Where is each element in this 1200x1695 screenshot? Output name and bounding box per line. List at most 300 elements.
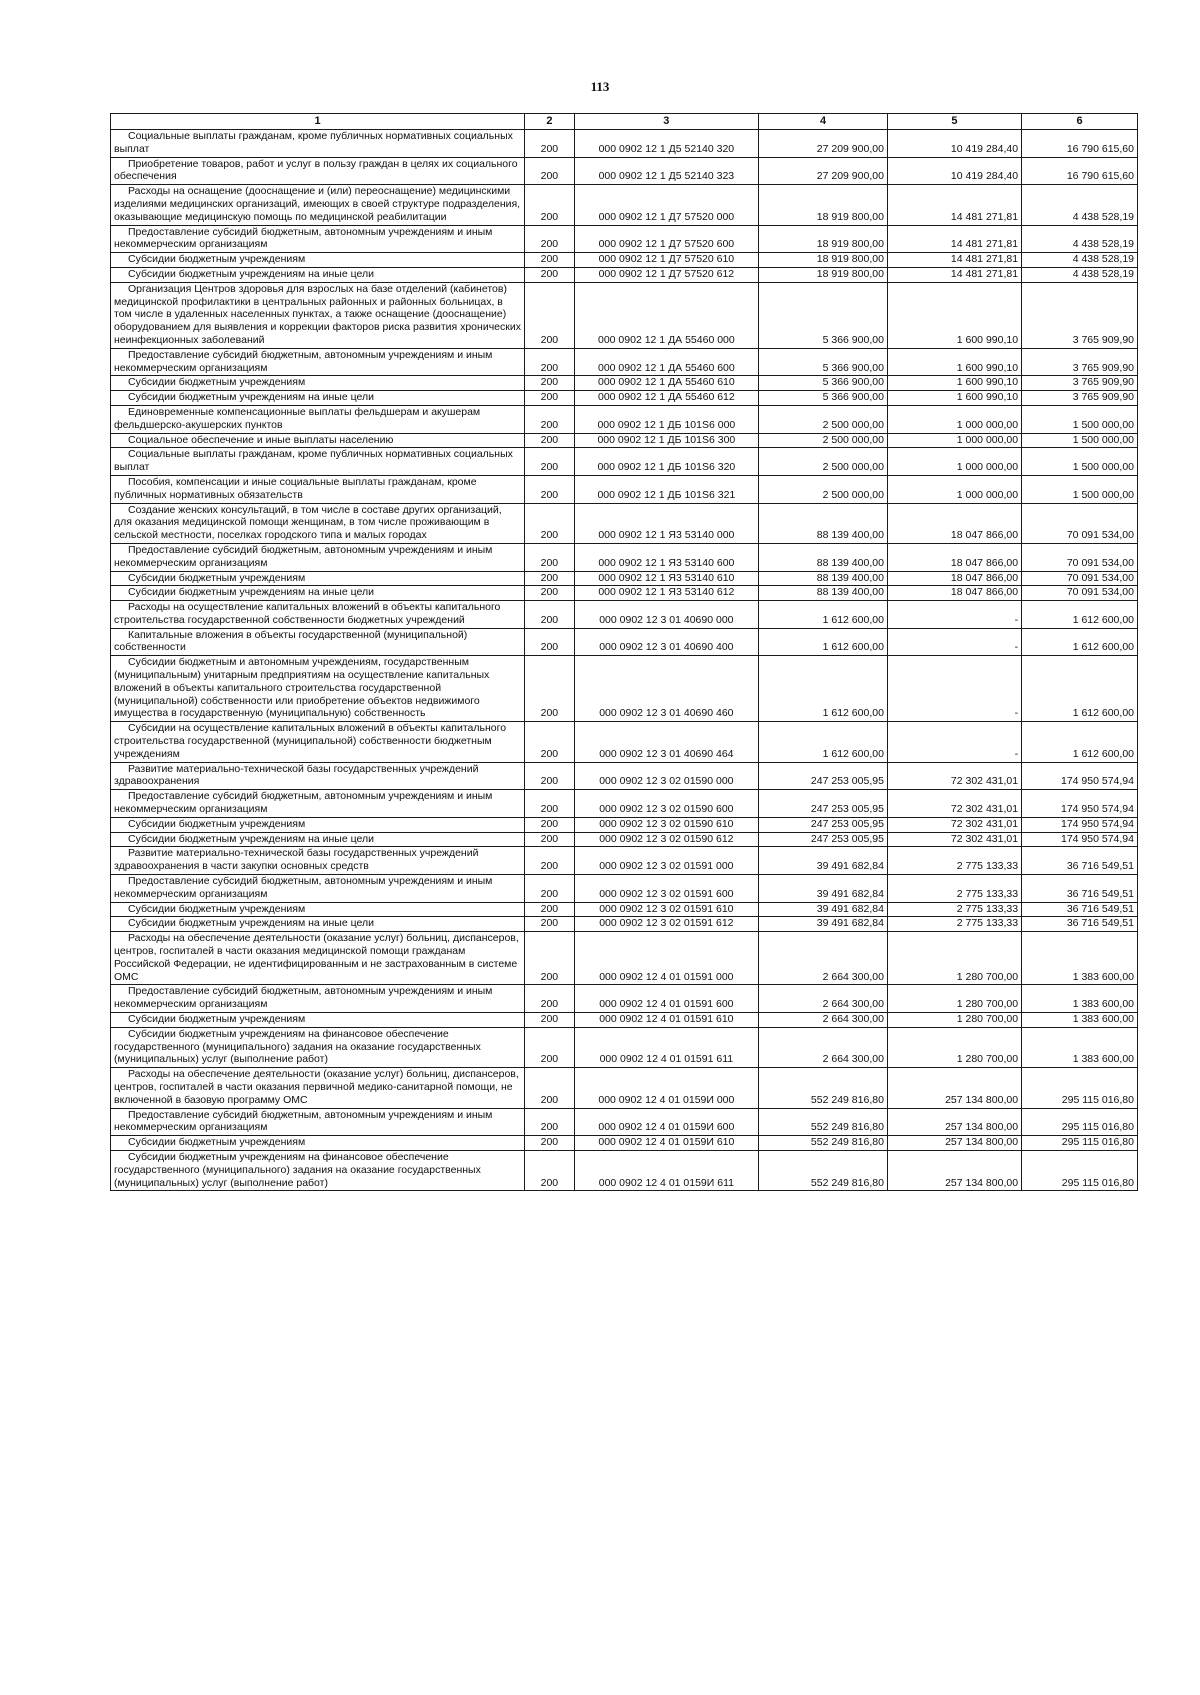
row-value-col5: 18 047 866,00 <box>887 543 1021 571</box>
row-code: 200 <box>525 902 574 917</box>
table-row <box>111 267 1138 282</box>
row-code: 200 <box>525 253 574 268</box>
row-value-col6: 16 790 615,60 <box>1022 130 1138 158</box>
row-value-col6: 70 091 534,00 <box>1022 571 1138 586</box>
row-name <box>111 130 525 158</box>
table-row <box>111 832 1138 847</box>
row-value-col5: 257 134 800,00 <box>887 1108 1021 1136</box>
row-kbk: 000 0902 12 3 01 40690 464 <box>574 722 759 762</box>
row-kbk: 000 0902 12 4 01 0159И 000 <box>574 1068 759 1108</box>
row-name <box>111 917 525 932</box>
row-code: 200 <box>525 130 574 158</box>
row-value-col4: 39 491 682,84 <box>759 917 888 932</box>
row-value-col5: - <box>887 722 1021 762</box>
row-name <box>111 1150 525 1190</box>
row-value-col4: 88 139 400,00 <box>759 571 888 586</box>
row-name <box>111 875 525 903</box>
row-kbk: 000 0902 12 1 ДА 55460 612 <box>574 391 759 406</box>
row-kbk: 000 0902 12 1 ДА 55460 600 <box>574 348 759 376</box>
row-value-col5: 14 481 271,81 <box>887 225 1021 253</box>
table-row <box>111 932 1138 985</box>
row-value-col5: 1 280 700,00 <box>887 932 1021 985</box>
row-code: 200 <box>525 847 574 875</box>
table-row <box>111 185 1138 225</box>
row-value-col5: 72 302 431,01 <box>887 790 1021 818</box>
row-value-col5: 1 600 990,10 <box>887 391 1021 406</box>
row-value-col6: 174 950 574,94 <box>1022 790 1138 818</box>
row-code: 200 <box>525 348 574 376</box>
row-name <box>111 571 525 586</box>
table-row <box>111 157 1138 185</box>
table-row <box>111 902 1138 917</box>
row-name-text: Приобретение товаров, работ и услуг в пользу граждан в целях их социального обеспечения <box>114 157 518 183</box>
row-value-col4: 2 664 300,00 <box>759 1027 888 1067</box>
row-value-col5: 72 302 431,01 <box>887 762 1021 790</box>
row-value-col6: 70 091 534,00 <box>1022 543 1138 571</box>
row-name <box>111 1068 525 1108</box>
row-value-col5: - <box>887 656 1021 722</box>
row-value-col6: 1 500 000,00 <box>1022 405 1138 433</box>
row-name-text: Предоставление субсидий бюджетным, автономным учреждениям и иным некоммерческим организациям <box>114 225 493 251</box>
row-kbk: 000 0902 12 4 01 01591 611 <box>574 1027 759 1067</box>
table-row <box>111 722 1138 762</box>
row-code: 200 <box>525 225 574 253</box>
row-value-col6: 1 612 600,00 <box>1022 601 1138 629</box>
table-row <box>111 817 1138 832</box>
row-name-text: Капитальные вложения в объекты государственной (муниципальной) собственности <box>114 628 468 654</box>
row-value-col4: 552 249 816,80 <box>759 1068 888 1108</box>
row-code: 200 <box>525 722 574 762</box>
table-row <box>111 762 1138 790</box>
row-value-col6: 3 765 909,90 <box>1022 348 1138 376</box>
row-value-col5: 18 047 866,00 <box>887 571 1021 586</box>
row-kbk: 000 0902 12 1 ДА 55460 000 <box>574 282 759 348</box>
row-kbk: 000 0902 12 1 Я3 53140 610 <box>574 571 759 586</box>
column-header-4: 4 <box>759 114 888 130</box>
table-row <box>111 376 1138 391</box>
table-row <box>111 348 1138 376</box>
row-value-col4: 5 366 900,00 <box>759 282 888 348</box>
row-value-col5: 2 775 133,33 <box>887 847 1021 875</box>
row-value-col5: 1 600 990,10 <box>887 376 1021 391</box>
row-name <box>111 628 525 656</box>
row-name <box>111 185 525 225</box>
row-code: 200 <box>525 376 574 391</box>
row-value-col4: 2 664 300,00 <box>759 1013 888 1028</box>
row-value-col5: 1 600 990,10 <box>887 348 1021 376</box>
table-row <box>111 917 1138 932</box>
row-code: 200 <box>525 405 574 433</box>
row-kbk: 000 0902 12 3 02 01590 000 <box>574 762 759 790</box>
row-value-col5: 1 000 000,00 <box>887 475 1021 503</box>
row-name-text: Развитие материально-технической базы государственных учреждений здравоохранения <box>114 762 479 788</box>
row-value-col6: 174 950 574,94 <box>1022 817 1138 832</box>
row-value-col4: 2 500 000,00 <box>759 405 888 433</box>
row-value-col5: 1 280 700,00 <box>887 1027 1021 1067</box>
row-kbk: 000 0902 12 1 ДБ 101S6 321 <box>574 475 759 503</box>
row-name <box>111 817 525 832</box>
row-name-text: Субсидии бюджетным учреждениям на иные цели <box>128 917 374 930</box>
row-value-col5: 10 419 284,40 <box>887 157 1021 185</box>
column-number-row <box>111 114 1138 130</box>
row-value-col5: 72 302 431,01 <box>887 832 1021 847</box>
column-header-6: 6 <box>1022 114 1138 130</box>
row-value-col4: 39 491 682,84 <box>759 875 888 903</box>
row-name <box>111 543 525 571</box>
row-name-text: Субсидии бюджетным учреждениям на иные цели <box>128 586 374 599</box>
row-value-col4: 18 919 800,00 <box>759 253 888 268</box>
row-kbk: 000 0902 12 4 01 0159И 600 <box>574 1108 759 1136</box>
row-value-col5: 257 134 800,00 <box>887 1150 1021 1190</box>
row-value-col4: 2 664 300,00 <box>759 932 888 985</box>
row-name-text: Субсидии бюджетным учреждениям <box>128 817 306 830</box>
row-kbk: 000 0902 12 3 02 01591 612 <box>574 917 759 932</box>
row-code: 200 <box>525 475 574 503</box>
row-value-col6: 4 438 528,19 <box>1022 225 1138 253</box>
row-name-text: Предоставление субсидий бюджетным, автономным учреждениям и иным некоммерческим организациям <box>114 790 493 816</box>
row-name <box>111 267 525 282</box>
row-value-col6: 3 765 909,90 <box>1022 282 1138 348</box>
row-kbk: 000 0902 12 4 01 0159И 611 <box>574 1150 759 1190</box>
row-kbk: 000 0902 12 1 Д7 57520 600 <box>574 225 759 253</box>
row-kbk: 000 0902 12 1 Я3 53140 612 <box>574 586 759 601</box>
row-name <box>111 405 525 433</box>
row-kbk: 000 0902 12 3 01 40690 000 <box>574 601 759 629</box>
row-code: 200 <box>525 932 574 985</box>
row-code: 200 <box>525 1136 574 1151</box>
row-kbk: 000 0902 12 1 Д7 57520 000 <box>574 185 759 225</box>
table-row <box>111 628 1138 656</box>
row-value-col6: 3 765 909,90 <box>1022 391 1138 406</box>
row-value-col6: 36 716 549,51 <box>1022 875 1138 903</box>
row-value-col4: 247 253 005,95 <box>759 817 888 832</box>
row-value-col6: 174 950 574,94 <box>1022 832 1138 847</box>
row-name-text: Субсидии бюджетным учреждениям <box>128 1013 306 1025</box>
row-name <box>111 1108 525 1136</box>
row-kbk: 000 0902 12 4 01 01591 600 <box>574 985 759 1013</box>
row-value-col6: 1 383 600,00 <box>1022 932 1138 985</box>
row-code: 200 <box>525 601 574 629</box>
row-name-text: Расходы на осуществление капитальных вложений в объекты капитального строительства государственной собственности бюджетных учреждений <box>114 601 501 626</box>
row-kbk: 000 0902 12 1 Я3 53140 600 <box>574 543 759 571</box>
table-row <box>111 586 1138 601</box>
row-value-col6: 295 115 016,80 <box>1022 1136 1138 1151</box>
row-name-text: Пособия, компенсации и иные социальные выплаты гражданам, кроме публичных нормативных обязательств <box>114 475 477 501</box>
table-body <box>111 114 1138 1191</box>
row-name-text: Предоставление субсидий бюджетным, автономным учреждениям и иным некоммерческим организациям <box>114 543 493 569</box>
row-name <box>111 1136 525 1151</box>
row-value-col4: 1 612 600,00 <box>759 628 888 656</box>
row-value-col6: 174 950 574,94 <box>1022 762 1138 790</box>
row-value-col5: 72 302 431,01 <box>887 817 1021 832</box>
row-value-col6: 36 716 549,51 <box>1022 847 1138 875</box>
table-row <box>111 1013 1138 1028</box>
table-row <box>111 985 1138 1013</box>
table-row <box>111 253 1138 268</box>
row-value-col5: 1 280 700,00 <box>887 985 1021 1013</box>
row-value-col4: 2 500 000,00 <box>759 433 888 448</box>
row-name-text: Субсидии на осуществление капитальных вложений в объекты капитального строительства государственной (муниципальной) собственности бюджетным учреждениям <box>114 722 507 760</box>
row-name <box>111 391 525 406</box>
row-code: 200 <box>525 267 574 282</box>
row-kbk: 000 0902 12 4 01 01591 000 <box>574 932 759 985</box>
row-code: 200 <box>525 1027 574 1067</box>
row-kbk: 000 0902 12 3 01 40690 460 <box>574 656 759 722</box>
row-value-col4: 1 612 600,00 <box>759 601 888 629</box>
row-value-col6: 295 115 016,80 <box>1022 1150 1138 1190</box>
row-value-col5: 14 481 271,81 <box>887 185 1021 225</box>
budget-table <box>110 113 1138 1191</box>
row-name <box>111 475 525 503</box>
row-name <box>111 902 525 917</box>
row-value-col4: 27 209 900,00 <box>759 157 888 185</box>
row-value-col6: 1 612 600,00 <box>1022 656 1138 722</box>
row-value-col5: 10 419 284,40 <box>887 130 1021 158</box>
row-kbk: 000 0902 12 1 Д5 52140 323 <box>574 157 759 185</box>
row-kbk: 000 0902 12 4 01 0159И 610 <box>574 1136 759 1151</box>
row-name-text: Субсидии бюджетным учреждениям <box>128 376 306 389</box>
row-value-col6: 1 612 600,00 <box>1022 722 1138 762</box>
row-name-text: Предоставление субсидий бюджетным, автономным учреждениям и иным некоммерческим организациям <box>114 348 493 374</box>
row-code: 200 <box>525 571 574 586</box>
row-value-col4: 552 249 816,80 <box>759 1136 888 1151</box>
table-row <box>111 656 1138 722</box>
row-value-col5: 2 775 133,33 <box>887 917 1021 932</box>
row-kbk: 000 0902 12 1 ДБ 101S6 320 <box>574 448 759 476</box>
row-name <box>111 376 525 391</box>
row-value-col6: 1 500 000,00 <box>1022 475 1138 503</box>
row-name <box>111 601 525 629</box>
row-name-text: Расходы на оснащение (дооснащение и (или) переоснащение) медицинскими изделиями медицинских организаций, имеющих в своей структуре подразделения, оказывающие медицинскую помощь по медицинской реабилитации <box>114 185 521 223</box>
row-code: 200 <box>525 790 574 818</box>
row-value-col6: 16 790 615,60 <box>1022 157 1138 185</box>
row-value-col4: 5 366 900,00 <box>759 391 888 406</box>
row-value-col5: 1 600 990,10 <box>887 282 1021 348</box>
row-code: 200 <box>525 985 574 1013</box>
row-value-col6: 295 115 016,80 <box>1022 1108 1138 1136</box>
row-value-col4: 18 919 800,00 <box>759 225 888 253</box>
row-value-col5: 18 047 866,00 <box>887 503 1021 543</box>
row-value-col5: 257 134 800,00 <box>887 1136 1021 1151</box>
row-kbk: 000 0902 12 3 02 01591 610 <box>574 902 759 917</box>
row-code: 200 <box>525 832 574 847</box>
row-name <box>111 282 525 348</box>
column-header-5: 5 <box>887 114 1021 130</box>
row-code: 200 <box>525 282 574 348</box>
row-value-col4: 88 139 400,00 <box>759 503 888 543</box>
row-name-text: Субсидии бюджетным учреждениям на финансовое обеспечение государственного (муниципального) задания на оказание государственных (муниципальных) услуг (выполнение работ) <box>114 1027 481 1066</box>
row-name-text: Социальные выплаты гражданам, кроме публичных нормативных социальных выплат <box>114 448 513 474</box>
row-name <box>111 1027 525 1067</box>
row-value-col6: 36 716 549,51 <box>1022 917 1138 932</box>
row-name <box>111 586 525 601</box>
row-value-col4: 18 919 800,00 <box>759 267 888 282</box>
row-kbk: 000 0902 12 3 02 01590 610 <box>574 817 759 832</box>
row-name <box>111 225 525 253</box>
row-kbk: 000 0902 12 3 01 40690 400 <box>574 628 759 656</box>
row-name-text: Расходы на обеспечение деятельности (оказание услуг) больниц, диспансеров, центров, госпиталей в части оказания медицинской помощи гражданам Российской Федерации, не идентифицированным и не застрахованным в системе ОМС <box>114 932 519 983</box>
row-value-col4: 247 253 005,95 <box>759 762 888 790</box>
row-name-text: Субсидии бюджетным учреждениям <box>128 253 306 266</box>
row-code: 200 <box>525 1150 574 1190</box>
table-row <box>111 1150 1138 1190</box>
table-row <box>111 571 1138 586</box>
table-row <box>111 1136 1138 1151</box>
row-value-col4: 247 253 005,95 <box>759 832 888 847</box>
row-name <box>111 1013 525 1028</box>
row-value-col5: 257 134 800,00 <box>887 1068 1021 1108</box>
row-code: 200 <box>525 433 574 448</box>
row-value-col6: 4 438 528,19 <box>1022 185 1138 225</box>
column-header-3: 3 <box>574 114 759 130</box>
row-kbk: 000 0902 12 1 Д7 57520 610 <box>574 253 759 268</box>
table-row <box>111 601 1138 629</box>
row-kbk: 000 0902 12 1 Я3 53140 000 <box>574 503 759 543</box>
row-value-col5: 2 775 133,33 <box>887 875 1021 903</box>
table-row <box>111 503 1138 543</box>
row-name <box>111 790 525 818</box>
row-value-col6: 1 500 000,00 <box>1022 433 1138 448</box>
row-value-col6: 1 500 000,00 <box>1022 448 1138 476</box>
row-name <box>111 157 525 185</box>
row-name-text: Субсидии бюджетным учреждениям <box>128 1136 306 1149</box>
row-name-text: Субсидии бюджетным учреждениям на иные цели <box>128 391 374 404</box>
row-name-text: Социальное обеспечение и иные выплаты населению <box>128 433 394 446</box>
page-number: 113 <box>590 79 610 94</box>
row-code: 200 <box>525 1108 574 1136</box>
row-value-col4: 1 612 600,00 <box>759 722 888 762</box>
row-value-col6: 1 612 600,00 <box>1022 628 1138 656</box>
row-name <box>111 932 525 985</box>
row-value-col4: 18 919 800,00 <box>759 185 888 225</box>
row-kbk: 000 0902 12 1 ДА 55460 610 <box>574 376 759 391</box>
row-value-col4: 27 209 900,00 <box>759 130 888 158</box>
row-value-col6: 1 383 600,00 <box>1022 985 1138 1013</box>
row-value-col4: 2 664 300,00 <box>759 985 888 1013</box>
row-code: 200 <box>525 917 574 932</box>
row-name-text: Создание женских консультаций, в том числе в составе других организаций, для оказания медицинской помощи женщинам, в том числе проживающим в сельской местности, поселках городского типа и малых городах <box>114 503 502 542</box>
table-row <box>111 130 1138 158</box>
row-name-text: Предоставление субсидий бюджетным, автономным учреждениям и иным некоммерческим организациям <box>114 1108 493 1134</box>
row-code: 200 <box>525 543 574 571</box>
row-name-text: Субсидии бюджетным и автономным учреждениям, государственным (муниципальным) унитарным предприятиям на осуществление капитальных вложений в объекты капитального строительства государственной (муниципальной) собственности или приобретение объектов недвижимого имущества в государственную (муниципальную) собственность <box>114 656 490 720</box>
row-name-text: Субсидии бюджетным учреждениям <box>128 902 306 915</box>
row-code: 200 <box>525 875 574 903</box>
row-value-col5: 14 481 271,81 <box>887 267 1021 282</box>
row-kbk: 000 0902 12 1 ДБ 101S6 000 <box>574 405 759 433</box>
row-name-text: Развитие материально-технической базы государственных учреждений здравоохранения в части закупки основных средств <box>114 847 479 873</box>
row-value-col6: 1 383 600,00 <box>1022 1013 1138 1028</box>
row-name <box>111 985 525 1013</box>
column-header-1: 1 <box>111 114 525 130</box>
table-row <box>111 847 1138 875</box>
row-name <box>111 847 525 875</box>
row-value-col4: 2 500 000,00 <box>759 475 888 503</box>
row-kbk: 000 0902 12 1 Д5 52140 320 <box>574 130 759 158</box>
table-row <box>111 475 1138 503</box>
row-name-text: Расходы на обеспечение деятельности (оказание услуг) больниц, диспансеров, центров, госпиталей в части оказания первичной медико-санитарной помощи, не включенной в базовую программу ОМС <box>114 1068 519 1106</box>
row-value-col6: 70 091 534,00 <box>1022 503 1138 543</box>
row-value-col4: 88 139 400,00 <box>759 543 888 571</box>
row-code: 200 <box>525 817 574 832</box>
row-value-col6: 4 438 528,19 <box>1022 267 1138 282</box>
row-code: 200 <box>525 1013 574 1028</box>
row-kbk: 000 0902 12 4 01 01591 610 <box>574 1013 759 1028</box>
row-value-col5: - <box>887 628 1021 656</box>
table-row <box>111 543 1138 571</box>
row-value-col4: 2 500 000,00 <box>759 448 888 476</box>
row-kbk: 000 0902 12 3 02 01591 000 <box>574 847 759 875</box>
row-value-col5: 18 047 866,00 <box>887 586 1021 601</box>
row-value-col4: 1 612 600,00 <box>759 656 888 722</box>
row-value-col5: 2 775 133,33 <box>887 902 1021 917</box>
row-name-text: Субсидии бюджетным учреждениям на иные цели <box>128 832 374 845</box>
table-row <box>111 875 1138 903</box>
row-code: 200 <box>525 656 574 722</box>
row-name <box>111 348 525 376</box>
row-name-text: Единовременные компенсационные выплаты фельдшерам и акушерам фельдшерско-акушерских пунктов <box>114 405 481 431</box>
row-value-col6: 295 115 016,80 <box>1022 1068 1138 1108</box>
row-value-col4: 552 249 816,80 <box>759 1150 888 1190</box>
row-value-col5: 14 481 271,81 <box>887 253 1021 268</box>
table-row <box>111 1027 1138 1067</box>
row-kbk: 000 0902 12 3 02 01590 600 <box>574 790 759 818</box>
row-code: 200 <box>525 762 574 790</box>
row-value-col5: - <box>887 601 1021 629</box>
row-value-col5: 1 000 000,00 <box>887 433 1021 448</box>
row-value-col6: 1 383 600,00 <box>1022 1027 1138 1067</box>
table-row <box>111 433 1138 448</box>
row-name <box>111 448 525 476</box>
row-value-col6: 36 716 549,51 <box>1022 902 1138 917</box>
row-code: 200 <box>525 503 574 543</box>
table-row <box>111 1068 1138 1108</box>
row-name-text: Субсидии бюджетным учреждениям на иные цели <box>128 267 374 280</box>
row-name <box>111 656 525 722</box>
row-kbk: 000 0902 12 1 ДБ 101S6 300 <box>574 433 759 448</box>
row-value-col4: 5 366 900,00 <box>759 348 888 376</box>
row-value-col4: 5 366 900,00 <box>759 376 888 391</box>
row-value-col5: 1 000 000,00 <box>887 448 1021 476</box>
row-name-text: Субсидии бюджетным учреждениям <box>128 571 306 584</box>
row-name <box>111 832 525 847</box>
row-code: 200 <box>525 1068 574 1108</box>
row-kbk: 000 0902 12 3 02 01590 612 <box>574 832 759 847</box>
row-name <box>111 433 525 448</box>
row-value-col4: 247 253 005,95 <box>759 790 888 818</box>
row-name <box>111 722 525 762</box>
row-value-col4: 39 491 682,84 <box>759 902 888 917</box>
table-row <box>111 391 1138 406</box>
row-name-text: Организация Центров здоровья для взрослых на базе отделений (кабинетов) медицинской профилактики в центральных районных и районных больницах, в том числе в удаленных населенных пунктах, а также оснащение (дооснащение) оборудованием для выявления и коррекции факторов риска развития хронических неинфекционных заболеваний <box>114 282 521 346</box>
row-kbk: 000 0902 12 1 Д7 57520 612 <box>574 267 759 282</box>
table-row <box>111 790 1138 818</box>
table-row <box>111 405 1138 433</box>
row-name-text: Субсидии бюджетным учреждениям на финансовое обеспечение государственного (муниципального) задания на оказание государственных (муниципальных) услуг (выполнение работ) <box>114 1150 481 1189</box>
row-name <box>111 253 525 268</box>
row-name <box>111 503 525 543</box>
row-value-col6: 3 765 909,90 <box>1022 376 1138 391</box>
row-value-col6: 4 438 528,19 <box>1022 253 1138 268</box>
row-name-text: Социальные выплаты гражданам, кроме публичных нормативных социальных выплат <box>114 130 513 155</box>
row-value-col4: 552 249 816,80 <box>759 1108 888 1136</box>
row-name <box>111 762 525 790</box>
table-row <box>111 282 1138 348</box>
row-value-col6: 70 091 534,00 <box>1022 586 1138 601</box>
table-row <box>111 448 1138 476</box>
row-code: 200 <box>525 628 574 656</box>
row-code: 200 <box>525 391 574 406</box>
